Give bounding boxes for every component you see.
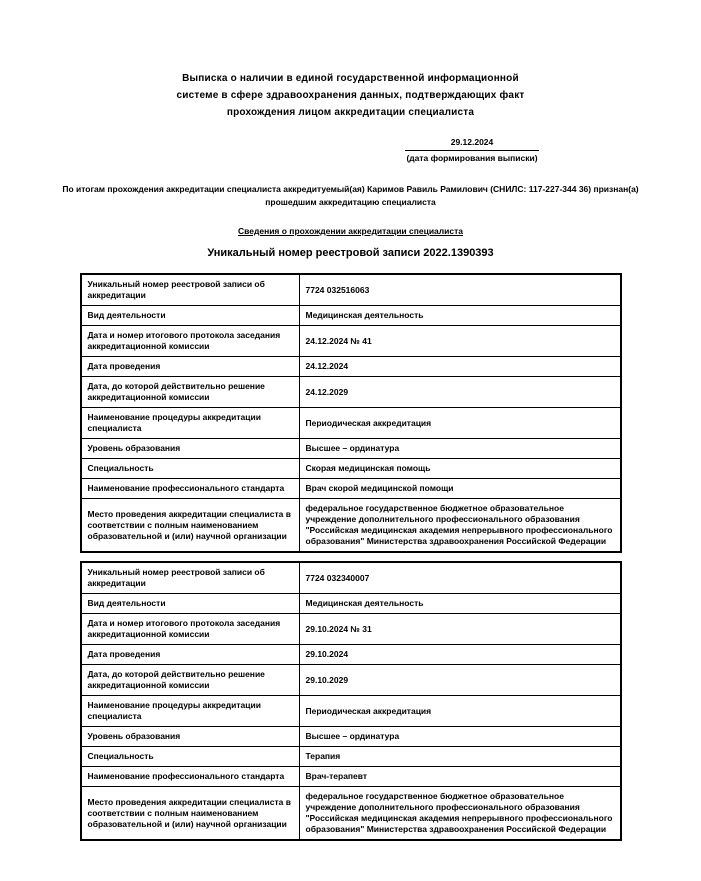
table-row xyxy=(81,562,621,594)
extract-date-block xyxy=(405,137,539,164)
row-label: Место проведения аккредитации специалиста в соответствии с полным наименованием образовательной и (или) научной организации xyxy=(81,787,300,841)
row-value: Медицинская деятельность xyxy=(299,594,621,614)
document-title-line-1: Выписка о наличии в единой государственной информационной xyxy=(182,73,519,84)
row-value: 7724 032516063 xyxy=(299,274,621,306)
row-value: Периодическая аккредитация xyxy=(299,408,621,439)
table-row xyxy=(81,499,621,553)
table-row xyxy=(81,306,621,326)
row-value: федеральное государственное бюджетное образовательное учреждение дополнительного профессионального образования "Российская медицинская академия непрерывного профессионального образования" Министерства здравоохранения Российской Федерации xyxy=(299,787,621,841)
row-label: Наименование процедуры аккредитации специалиста xyxy=(81,696,300,727)
table-row xyxy=(81,767,621,787)
document-title xyxy=(0,0,701,121)
table-row xyxy=(81,594,621,614)
row-label: Вид деятельности xyxy=(81,594,300,614)
row-label: Уровень образования xyxy=(81,727,300,747)
row-value: Врач скорой медицинской помощи xyxy=(299,479,621,499)
table-row xyxy=(81,377,621,408)
row-label: Наименование профессионального стандарта xyxy=(81,767,300,787)
row-label: Дата и номер итогового протокола заседания аккредитационной комиссии xyxy=(81,614,300,645)
row-label: Наименование процедуры аккредитации специалиста xyxy=(81,408,300,439)
row-label: Специальность xyxy=(81,747,300,767)
table-row xyxy=(81,274,621,306)
table-row xyxy=(81,727,621,747)
accreditation-table-2 xyxy=(80,561,622,841)
row-label: Дата и номер итогового протокола заседания аккредитационной комиссии xyxy=(81,326,300,357)
row-value: Врач-терапевт xyxy=(299,767,621,787)
row-value: Скорая медицинская помощь xyxy=(299,459,621,479)
table-row xyxy=(81,479,621,499)
table-row xyxy=(81,696,621,727)
row-value: 29.10.2029 xyxy=(299,665,621,696)
row-value: Высшее – ординатура xyxy=(299,439,621,459)
row-value: 24.12.2024 № 41 xyxy=(299,326,621,357)
table-row xyxy=(81,787,621,841)
row-label: Уровень образования xyxy=(81,439,300,459)
registry-number-heading: Уникальный номер реестровой записи 2022.1390393 xyxy=(207,247,494,259)
row-value: Периодическая аккредитация xyxy=(299,696,621,727)
row-value: Высшее – ординатура xyxy=(299,727,621,747)
row-label: Дата, до которой действительно решение аккредитационной комиссии xyxy=(81,665,300,696)
table-row xyxy=(81,614,621,645)
row-label: Специальность xyxy=(81,459,300,479)
row-value: 29.10.2024 xyxy=(299,645,621,665)
row-value: 24.12.2029 xyxy=(299,377,621,408)
table-row xyxy=(81,326,621,357)
row-value: 29.10.2024 № 31 xyxy=(299,614,621,645)
table-row xyxy=(81,747,621,767)
table-row xyxy=(81,645,621,665)
document-title-line-3: прохождения лицом аккредитации специалиста xyxy=(226,107,475,118)
table-row xyxy=(81,439,621,459)
table-row xyxy=(81,408,621,439)
table-row xyxy=(81,459,621,479)
row-value: 24.12.2024 xyxy=(299,357,621,377)
document-title-line-2: системе в сфере здравоохранения данных, подтверждающих факт xyxy=(176,90,525,101)
row-value: Терапия xyxy=(299,747,621,767)
table-row xyxy=(81,665,621,696)
row-label: Дата проведения xyxy=(81,357,300,377)
row-label: Уникальный номер реестровой записи об аккредитации xyxy=(81,562,300,594)
table-row xyxy=(81,357,621,377)
intro-paragraph: По итогам прохождения аккредитации специалиста аккредитуемый(ая) Каримов Равиль Рамилович (СНИЛС: 117-227-344 36) признан(а) прошедшим аккредитацию специалиста xyxy=(62,184,639,207)
row-label: Дата, до которой действительно решение аккредитационной комиссии xyxy=(81,377,300,408)
row-value: 7724 032340007 xyxy=(299,562,621,594)
row-label: Уникальный номер реестровой записи об аккредитации xyxy=(81,274,300,306)
extract-date-caption: (дата формирования выписки) xyxy=(406,153,538,163)
row-value: Медицинская деятельность xyxy=(299,306,621,326)
row-label: Наименование профессионального стандарта xyxy=(81,479,300,499)
row-label: Дата проведения xyxy=(81,645,300,665)
row-label: Вид деятельности xyxy=(81,306,300,326)
row-label: Место проведения аккредитации специалиста в соответствии с полным наименованием образовательной и (или) научной организации xyxy=(81,499,300,553)
section-heading: Сведения о прохождении аккредитации специалиста xyxy=(237,226,464,236)
extract-date: 29.12.2024 xyxy=(405,137,539,151)
accreditation-table-1 xyxy=(80,273,622,553)
row-value: федеральное государственное бюджетное образовательное учреждение дополнительного профессионального образования "Российская медицинская академия непрерывного профессионального образования" Министерства здравоохранения Российской Федерации xyxy=(299,499,621,553)
